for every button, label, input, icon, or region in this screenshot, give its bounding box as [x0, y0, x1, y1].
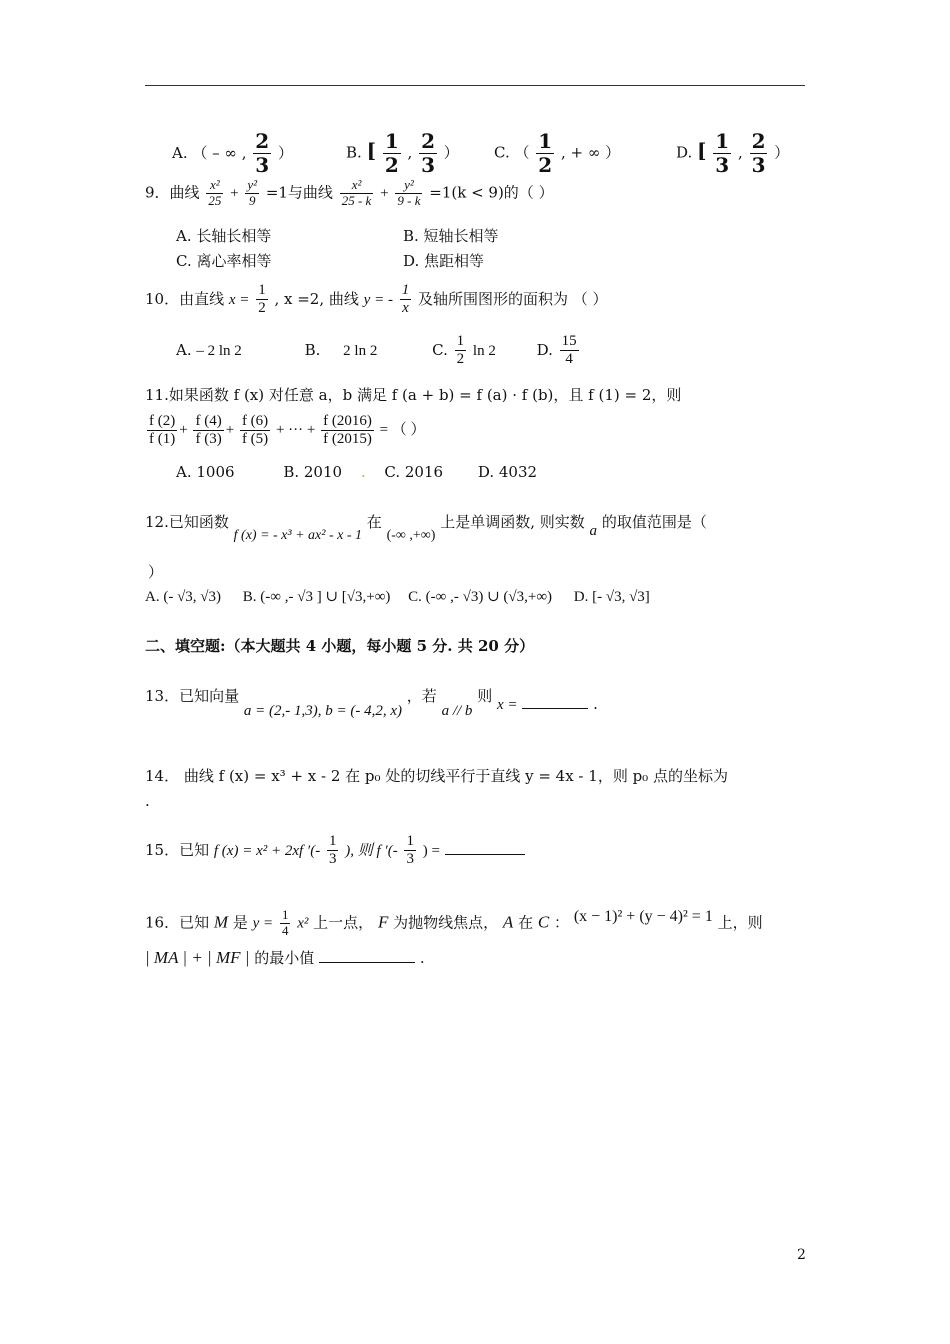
q16-stem: 16．已知 M 是 y = $\frac{1}{4}$ x² 上一点， F 为抛物线焦点， A 在 C ： (x − 1)² + (y − 4)² = 1 上，则 — [145, 907, 763, 938]
fraction: $\frac{1}{2}$ — [538, 129, 553, 177]
fraction: $\frac{\text{x²}}{25}$ — [208, 177, 222, 208]
fraction: $\frac{\text{y²}}{9 - k}$ — [397, 177, 421, 208]
q14-stem: 14． 曲线 f (x) = x³ + x - 2 在 p₀ 处的切线平行于直线 y = 4x - 1，则 p₀ 点的坐标为 — [145, 767, 728, 785]
answer-blank[interactable] — [522, 708, 588, 709]
q9-option-d: D. 焦距相等 — [403, 252, 485, 270]
fraction: $\frac{f (4)}{f (3)}$ — [195, 413, 222, 448]
fraction: $\frac{1}{2}$ — [258, 282, 266, 317]
answer-blank[interactable] — [319, 962, 415, 963]
fraction: $\frac{f (6)}{f (5)}$ — [241, 413, 269, 448]
q11-stem: 11.如果函数 f (x) 对任意 a，b 满足 f (a + b) = f (a) · f (b)，且 f (1) = 2，则 — [145, 386, 682, 404]
q8-option-d: D. [ $\frac{1}{3}$ , $\frac{2}{3}$ ） — [676, 129, 790, 177]
fraction: $\frac{1}{3}$ — [328, 833, 337, 868]
q9-option-c: C. 离心率相等 — [176, 252, 272, 270]
fraction: $\frac{2}{3}$ — [751, 129, 766, 177]
fraction: $\frac{1}{4}$ — [281, 907, 289, 938]
fraction: $\frac{1}{3}$ — [715, 129, 730, 177]
fraction: $\frac{2}{3}$ — [421, 129, 436, 177]
q9-stem: 9．曲线 $\frac{\text{x²}}{25}$ + $\frac{\text{y²}}{9}$ =1与曲线 $\frac{\text{x²}}{25 - k}$ + $\frac{\text{y²}}{9 - k}$ =1(k < 9)的（ ） — [145, 177, 554, 208]
fraction: $\frac{2}{3}$ — [255, 129, 270, 177]
q11-options: A. 1006 B. 2010 . C. 2016 D. 4032 — [176, 463, 538, 481]
q12-stem-close: ） — [148, 563, 164, 581]
q8-options — [172, 130, 293, 177]
q10-options: A. – 2 ln 2 B. 2 ln 2 C. $\frac{1}{2}$ ln 2 D. $\frac{15}{4}$ — [176, 333, 577, 368]
q12-options: A. (- √3, √3) B. (-∞ ,- √3 ] ∪ [√3,+∞) C. (-∞ ,- √3) ∪ (√3,+∞) D. [- √3, √3] — [145, 589, 650, 605]
q11-sum: $\frac{f (2)}{f (1)}$ + $\frac{f (4)}{f (3)}$ + $\frac{f (6)}{f (5)}$ + ··· + $\frac{f (2016)}{f (2015)}$ = （ ） — [149, 413, 426, 448]
q8-option-c: C. （ $\frac{1}{2}$ , + ∞ ） — [494, 129, 621, 177]
q9-option-a: A. 长轴长相等 — [176, 227, 272, 245]
q14-end: . — [145, 792, 150, 810]
q15-stem: 15．已知 f (x) = x² + 2xf ′(- $\frac{1}{3}$ ), 则 f ′(- $\frac{1}{3}$ ) = — [145, 833, 525, 869]
fraction: $\frac{15}{4}$ — [561, 333, 577, 368]
fraction: $\frac{\text{x²}}{25 - k}$ — [341, 177, 372, 208]
q8-option-b: B. [ $\frac{1}{2}$ , $\frac{2}{3}$ ） — [346, 129, 459, 177]
fraction: $\frac{1}{3}$ — [406, 833, 414, 868]
answer-blank[interactable] — [445, 854, 525, 855]
q12-stem: 12.已知函数 f (x) = - x³ + ax² - x - 1 在 (-∞ ,+∞) 上是单调函数, 则实数 a 的取值范围是（ — [145, 513, 707, 543]
fraction: $\frac{1}{2}$ — [384, 129, 399, 177]
fraction: $\frac{\text{y²}}{9}$ — [247, 177, 258, 208]
q10-stem: 10．由直线 x = $\frac{1}{2}$ , x =2, 曲线 y = - $\frac{1}{x}$ 及轴所围图形的面积为 （ ） — [145, 282, 608, 317]
header-rule — [145, 85, 805, 86]
fraction: $\frac{1}{2}$ — [456, 333, 465, 368]
q8-option-a: A. （ – ∞ , $\frac{2}{3}$ ） — [172, 129, 293, 177]
page-number: 2 — [797, 1247, 806, 1263]
fraction: $\frac{1}{x}$ — [401, 282, 410, 317]
fraction: $\frac{f (2016)}{f (2015)}$ — [323, 413, 372, 448]
fraction: $\frac{f (2)}{f (1)}$ — [149, 413, 176, 448]
q13-stem: 13．已知向量 a = (2,- 1,3), b = (- 4,2, x) ，若 a // b 则 x = . — [145, 687, 598, 719]
q16-line2: | MA | + | MF | 的最小值 . — [145, 948, 425, 967]
section-heading: 二、填空题:（本大题共 4 小题，每小题 5 分. 共 20 分） — [145, 637, 535, 655]
q9-option-b: B. 短轴长相等 — [403, 227, 499, 245]
